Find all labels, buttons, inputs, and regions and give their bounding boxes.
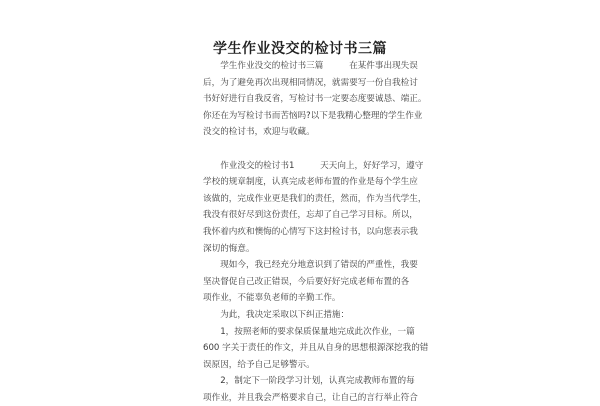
item2-line: 项作业，并且我会严格要求自己，让自己的言行举止符合	[203, 392, 418, 403]
paragraph-2	[203, 257, 418, 307]
item1-line: 1，按照老师的要求保质保量地完成此次作业，一篇	[220, 326, 415, 337]
para2-line: 项作业，不能辜负老师的辛勤工作。	[203, 293, 341, 304]
intro-line: 你还在为写检讨书而苦恼吗?以下是我精心整理的学生作业	[203, 110, 423, 121]
document-body	[203, 58, 429, 406]
paragraph-3	[203, 307, 398, 324]
section1-line: 深切的悔意。	[203, 243, 255, 254]
section1-line: 作业没交的检讨书1 天天向上，好好学习，遵守	[220, 160, 424, 171]
section1-line: 学校的规章制度，认真完成老师布置的作业是每个学生应	[203, 177, 418, 188]
item1-line: 600 字关于责任的作文，并且从自身的思想根源深挖我的错	[203, 343, 429, 354]
section1-line: 该做的，完成作业更是我们的责任，然而，作为当代学生，	[203, 193, 427, 204]
intro-line: 学生作业没交的检讨书三篇 在某件事出现失误	[220, 61, 418, 71]
para2-line: 现如今，我已经充分地意识到了错误的严重性，我要	[220, 260, 418, 271]
intro-line: 后，为了避免再次出现相同情况，就需要写一份自我检讨	[203, 77, 418, 88]
para2-line: 坚决督促自己改正错误，今后要好好完成老师布置的各	[203, 276, 410, 287]
paragraph-spacer	[203, 141, 398, 158]
intro-paragraph	[203, 58, 427, 141]
section1-line: 我怀着内疚和懊悔的心情写下这封检讨书，以向您表示我	[203, 226, 418, 237]
item2-line: 2，制定下一阶段学习计划，认真完成教师布置的每	[220, 376, 415, 387]
section1-line: 我没有很好尽到这份责任，忘却了自己学习目标。所以，	[203, 210, 418, 221]
item1-line: 误原因，给予自己足够警示。	[203, 359, 315, 370]
document-title: 学生作业没交的检讨书三篇	[213, 41, 387, 57]
section1-paragraph	[203, 158, 427, 258]
list-item-2	[203, 373, 418, 406]
intro-line: 书好好进行自我反省，写检讨书一定要态度要诚恳、端正。	[203, 94, 427, 105]
list-item-1	[203, 324, 429, 374]
intro-line: 没交的检讨书，欢迎与收藏。	[203, 127, 315, 138]
para3-line: 为此，我决定采取以下纠正措施：	[220, 309, 350, 320]
